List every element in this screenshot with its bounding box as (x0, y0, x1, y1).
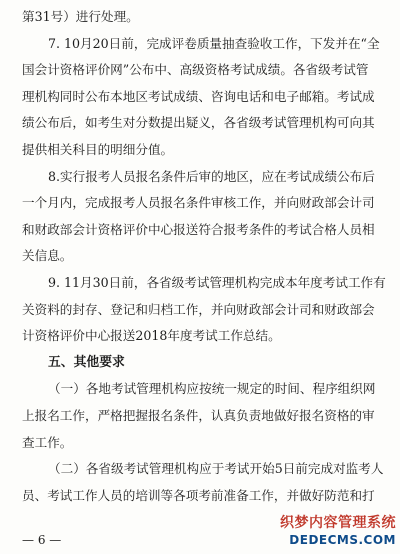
section-heading: 五、其他要求 (48, 354, 125, 370)
text-line: 绩公布后，如考生对分数提出疑义，各省级考试管理机构可向其 (22, 115, 375, 131)
text-line: 员、考试工作人员的培训等各项考前准备工作，并做好防范和打 (22, 487, 375, 503)
text-line: 上报名工作，严格把握报名条件，认真负责地做好报名资格的审 (22, 408, 375, 423)
text-line: 9. 11月30日前，各省级考试管理机构完成本年度考试工作有 (48, 275, 386, 290)
text-line: （二）各省级考试管理机构应于考试开始5日前完成对监考人 (48, 461, 384, 477)
text-line: 第31号）进行处理。 (22, 9, 139, 24)
text-line: 关资料的封存、登记和归档工作，并向财政部会计司和财政部会 (22, 301, 375, 317)
text-line: 理机构同时公布本地区考试成绩、咨询电话和电子邮箱。考试成 (22, 88, 375, 104)
text-line: （一）各地考试管理机构应按统一规定的时间、程序组织网 (48, 381, 376, 397)
text-line: 7. 10月20日前，完成评卷质量抽查验收工作，下发并在“全 (48, 35, 380, 51)
watermark-logo (246, 514, 396, 552)
text-line: 查工作。 (22, 434, 73, 450)
text-line: 关信息。 (22, 248, 73, 264)
watermark-text-cn: 织梦内容管理系统 (280, 515, 396, 531)
text-line: 计资格评价中心报送2018年度考试工作总结。 (22, 328, 281, 344)
text-line: 提供相关科目的明细分值。 (22, 142, 174, 157)
text-line: 一个月内，完成报考人员报名条件审核工作，并向财政部会计司 (22, 195, 375, 211)
page-number: — 6 — (22, 533, 62, 547)
text-line: 8.实行报考人员报名条件后审的地区，应在考试成绩公布后 (48, 168, 375, 184)
text-line: 和财政部会计资格评价中心报送符合报考条件的考试合格人员相 (22, 221, 375, 237)
text-line: 国会计资格评价网”公布中、高级资格考试成绩。各省级考试管 (22, 62, 369, 78)
watermark-text-en: DEDECMS.COM (289, 533, 396, 547)
